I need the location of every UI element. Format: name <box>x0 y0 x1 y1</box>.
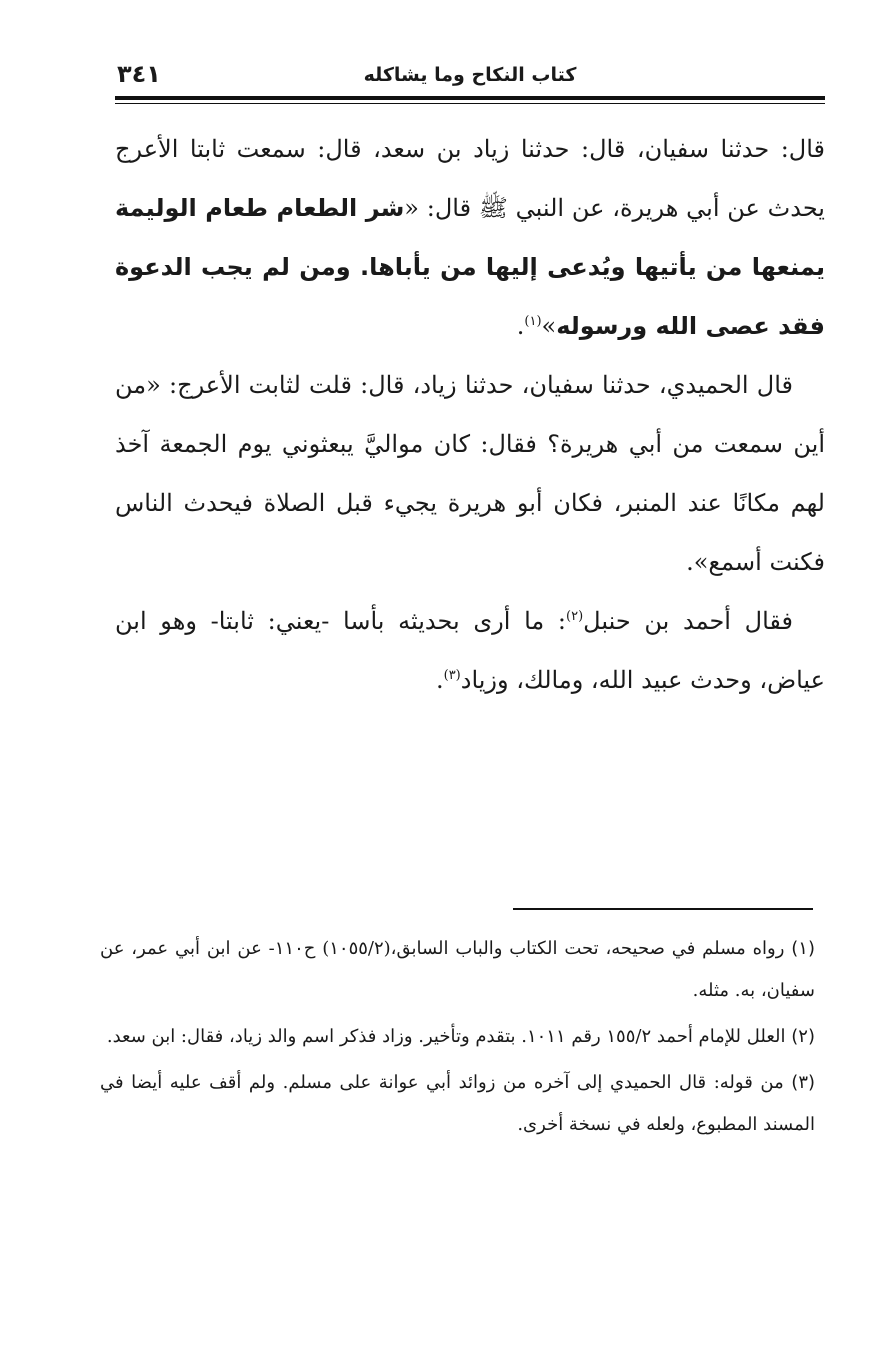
footnote-separator <box>513 908 813 910</box>
paragraph-1-tail: . <box>516 312 525 340</box>
footnote-text: من قوله: قال الحميدي إلى آخره من زوائد أبي عوانة على مسلم. ولم أقف عليه أيضا في المسند المطبوع، ولعله في نسخة أخرى. <box>100 1072 815 1135</box>
footnote-1 <box>100 928 815 1012</box>
footnote-ref-2: (٢) <box>566 609 584 624</box>
paragraph-3 <box>115 592 825 710</box>
header-rule-thin <box>115 103 825 104</box>
footnote-number: (٢) <box>791 1026 815 1047</box>
paragraph-3-tail: . <box>435 666 444 694</box>
quote-close: » <box>541 312 557 340</box>
page-header <box>115 58 825 94</box>
footnote-number: (١) <box>791 938 815 959</box>
footnote-2 <box>100 1016 815 1058</box>
footnote-number: (٣) <box>791 1072 816 1093</box>
paragraph-2: قال الحميدي، حدثنا سفيان، حدثنا زياد، قال: قلت لثابت الأعرج: «من أين سمعت من أبي هريرة؟ فقال: كان مواليَّ يبعثوني يوم الجمعة آخذ لهم مكانًا عند المنبر، فكان أبو هريرة يجيء قبل الصلاة فيحدث الناس فكنت أسمع». <box>115 371 825 576</box>
hadith-text: شر الطعام طعام الوليمة يمنعها من يأتيها ويُدعى إليها من يأباها. ومن لم يجب الدعوة فقد عصى الله ورسوله <box>115 194 825 340</box>
footnote-text: العلل للإمام أحمد ١٥٥/٢ رقم ١٠١١. بتقدم وتأخير. وزاد فذكر اسم والد زياد، فقال: ابن سعد. <box>106 1026 786 1047</box>
paragraph-1-isnad: قال: حدثنا سفيان، قال: حدثنا زياد بن سعد، قال: سمعت ثابتا الأعرج يحدث عن أبي هريرة، عن النبي ﷺ قال: « <box>115 135 825 222</box>
footnote-3 <box>100 1062 815 1146</box>
main-text <box>115 120 825 710</box>
footnote-ref-3: (٣) <box>443 668 461 683</box>
page-number: ٣٤١ <box>117 60 161 88</box>
footnotes <box>100 928 815 1150</box>
footnote-text: رواه مسلم في صحيحه، تحت الكتاب والباب السابق،(١٠٥٥/٢) ح١١٠- عن ابن أبي عمر، عن سفيان، به. مثله. <box>100 938 815 1001</box>
footnote-ref-1: (١) <box>524 314 542 329</box>
running-title: كتاب النكاح وما يشاكله <box>363 64 577 86</box>
paragraph-3-b: : ما أرى بحديثه بأسا -يعني: ثابتا- وهو ابن عياض، وحدث عبيد الله، ومالك، وزياد <box>115 607 825 694</box>
paragraph-3-a: فقال أحمد بن حنبل <box>583 607 794 635</box>
paragraph-1 <box>115 120 825 356</box>
header-rule-thick <box>115 96 825 100</box>
